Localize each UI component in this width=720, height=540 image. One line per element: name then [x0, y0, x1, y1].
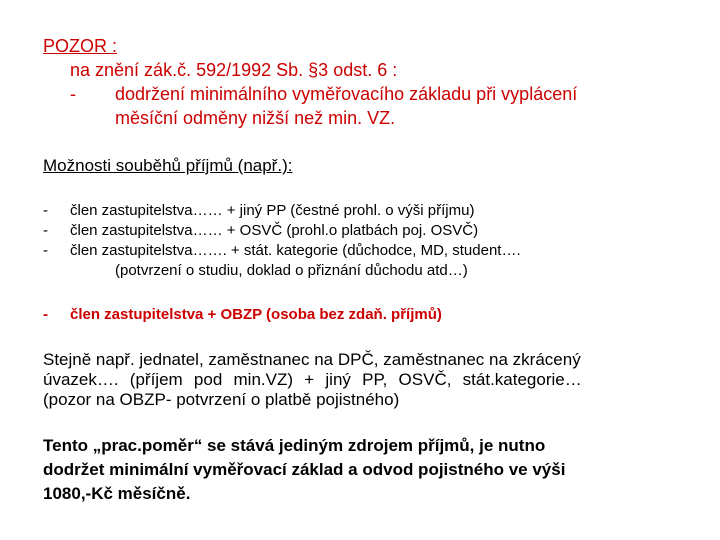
- list-item-continuation: (potvrzení o studiu, doklad o přiznání důchodu atd…): [115, 262, 468, 279]
- list-item: člen zastupitelstva…… + OSVČ (prohl.o platbách poj. OSVČ): [70, 222, 479, 239]
- list-item-dash: -: [43, 202, 48, 219]
- pozor-requirement-line2: měsíční odměny nižší než min. VZ.: [115, 108, 396, 128]
- pozor-dash: -: [70, 84, 76, 104]
- stejne-line3: (pozor na OBZP- potvrzení o platbě pojistného): [43, 390, 400, 409]
- pozor-title: POZOR :: [43, 36, 118, 56]
- stejne-line2: úvazek…. (příjem pod min.VZ) + jiný PP, OSVČ, stát.kategorie…: [43, 370, 582, 389]
- tento-line1: Tento „prac.poměr“ se stává jediným zdrojem příjmů, je nutno: [43, 436, 546, 455]
- list-item: člen zastupitelstva…… + jiný PP (čestné prohl. o výši příjmu): [70, 202, 475, 219]
- tento-line3: 1080,-Kč měsíčně.: [43, 484, 191, 503]
- pozor-requirement-line1: dodržení minimálního vyměřovacího základu při vyplácení: [115, 84, 578, 104]
- list-item-dash: -: [43, 222, 48, 239]
- moznosti-heading: Možnosti souběhů příjmů (např.):: [43, 156, 293, 175]
- stejne-line1: Stejně např. jednatel, zaměstnanec na DPČ, zaměstnanec na zkrácený: [43, 350, 581, 369]
- pozor-law-reference: na znění zák.č. 592/1992 Sb. §3 odst. 6 :: [70, 60, 398, 80]
- obzp-dash: -: [43, 306, 48, 323]
- list-item: člen zastupitelstva……. + stát. kategorie (důchodce, MD, student….: [70, 242, 521, 259]
- list-item-dash: -: [43, 242, 48, 259]
- obzp-item: člen zastupitelstva + OBZP (osoba bez zdaň. příjmů): [70, 306, 442, 323]
- tento-line2: dodržet minimální vyměřovací základ a odvod pojistného ve výši: [43, 460, 566, 479]
